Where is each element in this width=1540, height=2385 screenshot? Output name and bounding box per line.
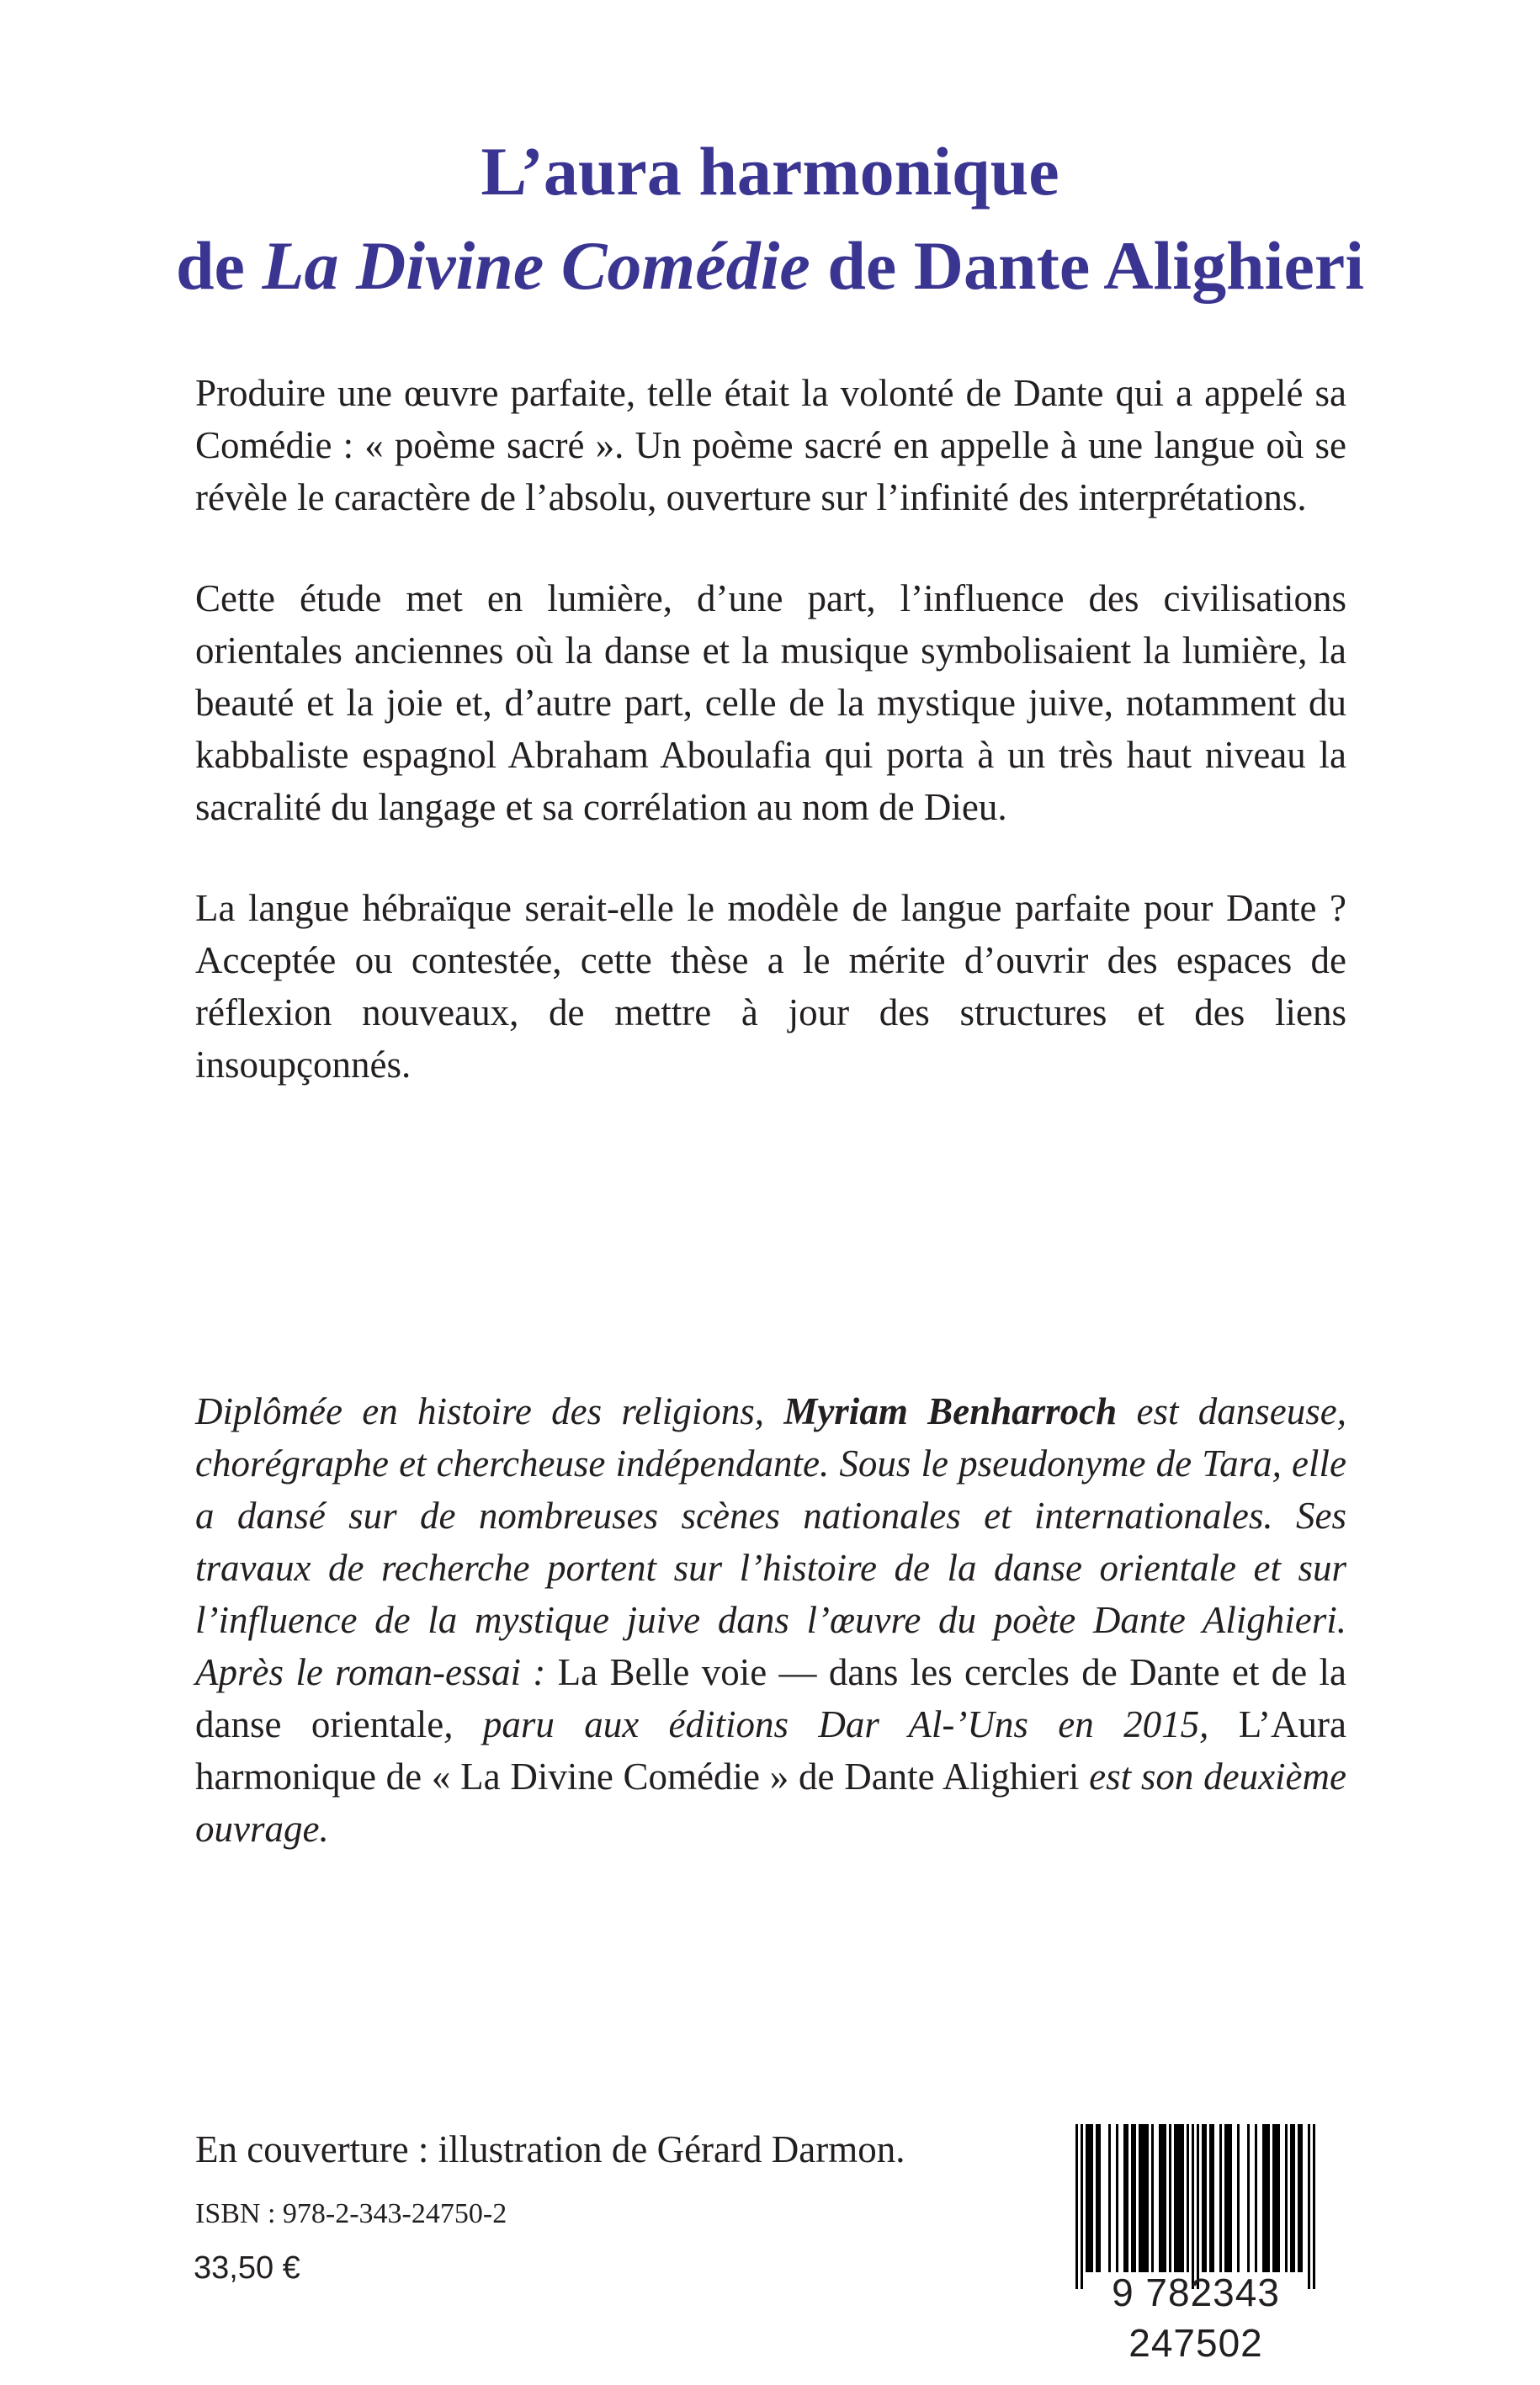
cover-credit: En couverture : illustration de Gérard Darmon.: [195, 2128, 905, 2170]
synopsis-paragraph-1: Produire une œuvre parfaite, telle était la volonté de Dante qui a appelé sa Comédie : « poème sacré ». Un poème sacré en appelle à une langue où se révèle le caractère de l’absolu, ouverture sur l’infinité des interprétations.: [195, 372, 1346, 518]
title-line-2-italic: La Divine Comédie: [262, 227, 810, 304]
barcode-bar: [1298, 2124, 1300, 2272]
barcode-bar: [1290, 2124, 1293, 2272]
price: 33,50 €: [194, 2250, 300, 2286]
barcode-bar: [1134, 2124, 1136, 2272]
barcode-bar: [1126, 2124, 1128, 2272]
barcode-bar: [1300, 2124, 1303, 2272]
barcode-bar: [1159, 2124, 1161, 2272]
bio-text-1: Diplômée en histoire des religions,: [195, 1390, 784, 1432]
barcode-bar: [1227, 2124, 1229, 2272]
bio-text-2: est danseuse, chorégraphe et chercheuse indépendante. Sous le pseudonyme de Tara, elle a dansé sur de nombreuses scènes nationales et internationales. Ses travaux de recherche portent sur l’histoire de la danse orientale et sur l’influence de la mystique juive dans l’œuvre du poète Dante Alighieri. Après le roman-essai :: [195, 1390, 1346, 1693]
barcode-bar: [1123, 2124, 1126, 2272]
barcode-bar: [1139, 2124, 1141, 2272]
barcode-bar: [1255, 2124, 1257, 2272]
author-bio-paragraph: [195, 1385, 1346, 1855]
barcode-bar: [1174, 2124, 1176, 2272]
synopsis-paragraph-2: Cette étude met en lumière, d’une part, l’influence des civilisations orientales anciennes où la danse et la musique symbolisaient la lumière, la beauté et la joie et, d’autre part, celle de la mystique juive, notamment du kabbaliste espagnol Abraham Aboulafia qui porta à un très haut niveau la sacralité du langage et sa corrélation au nom de Dieu.: [195, 577, 1346, 828]
bio-text-3: , paru aux éditions Dar Al-’Uns en 2015,: [443, 1703, 1239, 1745]
barcode-bar: [1247, 2124, 1250, 2272]
barcode-bar: [1197, 2124, 1199, 2289]
book-title: [0, 125, 1540, 313]
barcode-bar: [1265, 2124, 1267, 2272]
barcode-bar: [1088, 2124, 1091, 2272]
barcode-bar: [1169, 2124, 1171, 2272]
barcode-bar: [1179, 2124, 1182, 2272]
barcode-bar: [1275, 2124, 1277, 2272]
barcode-bar: [1146, 2124, 1149, 2272]
synopsis: [195, 367, 1346, 1139]
barcode-bar: [1144, 2124, 1146, 2272]
barcode-bar: [1116, 2124, 1118, 2272]
barcode-bar: [1277, 2124, 1280, 2272]
barcode-bar: [1108, 2124, 1111, 2272]
barcode-bar: [1313, 2124, 1315, 2289]
title-line-2-suffix: de Dante Alighieri: [810, 227, 1365, 304]
barcode-bar: [1262, 2124, 1265, 2272]
barcode-bar: [1141, 2124, 1144, 2272]
barcode-bar: [1098, 2124, 1101, 2272]
barcode: [1062, 2124, 1330, 2365]
barcode-bar: [1096, 2124, 1098, 2272]
barcode-bar: [1237, 2124, 1240, 2272]
barcode-bar: [1229, 2124, 1232, 2272]
barcode-bar: [1202, 2124, 1204, 2272]
barcode-bar: [1086, 2124, 1088, 2272]
author-bio: [195, 1385, 1346, 1855]
barcode-bar: [1091, 2124, 1093, 2272]
barcode-bar: [1224, 2124, 1227, 2272]
barcode-bar: [1219, 2124, 1222, 2272]
barcode-bar: [1308, 2124, 1310, 2289]
bio-book-2: L’Aura harmonique de « La Divine Comédie » de Dante Alighieri: [195, 1703, 1346, 1798]
barcode-bar: [1176, 2124, 1179, 2272]
barcode-bar: [1267, 2124, 1270, 2272]
barcode-digits: 9 782343 247502: [1112, 2271, 1280, 2365]
bio-book-1: La Belle voie — dans les cercles de Dante et de la danse orientale: [195, 1651, 1346, 1745]
barcode-bar: [1293, 2124, 1295, 2272]
isbn: ISBN : 978-2-343-24750-2: [195, 2198, 507, 2229]
barcode-bar: [1164, 2124, 1166, 2272]
barcode-bar: [1161, 2124, 1164, 2272]
barcode-bar: [1182, 2124, 1184, 2272]
barcode-bar: [1285, 2124, 1288, 2272]
title-line-1: L’aura harmonique: [481, 133, 1059, 210]
barcode-bar: [1081, 2124, 1083, 2289]
barcode-bar: [1151, 2124, 1154, 2272]
author-name: Myriam Benharroch: [783, 1390, 1118, 1432]
barcode-bar: [1131, 2124, 1134, 2272]
barcode-bar: [1212, 2124, 1214, 2272]
barcode-bar: [1075, 2124, 1078, 2289]
bio-text-4: est son deuxième ouvrage.: [195, 1756, 1346, 1850]
barcode-bar: [1187, 2124, 1189, 2272]
barcode-bar: [1204, 2124, 1207, 2272]
barcode-bar: [1272, 2124, 1275, 2272]
synopsis-paragraph-3: La langue hébraïque serait-elle le modèle de langue parfaite pour Dante ? Acceptée ou contestée, cette thèse a le mérite d’ouvrir des espaces de réflexion nouveaux, de mettre à jour des structures et des liens insoupçonnés.: [195, 887, 1346, 1086]
barcode-bar: [1192, 2124, 1194, 2289]
barcode-bar: [1209, 2124, 1212, 2272]
title-line-2-prefix: de: [175, 227, 263, 304]
